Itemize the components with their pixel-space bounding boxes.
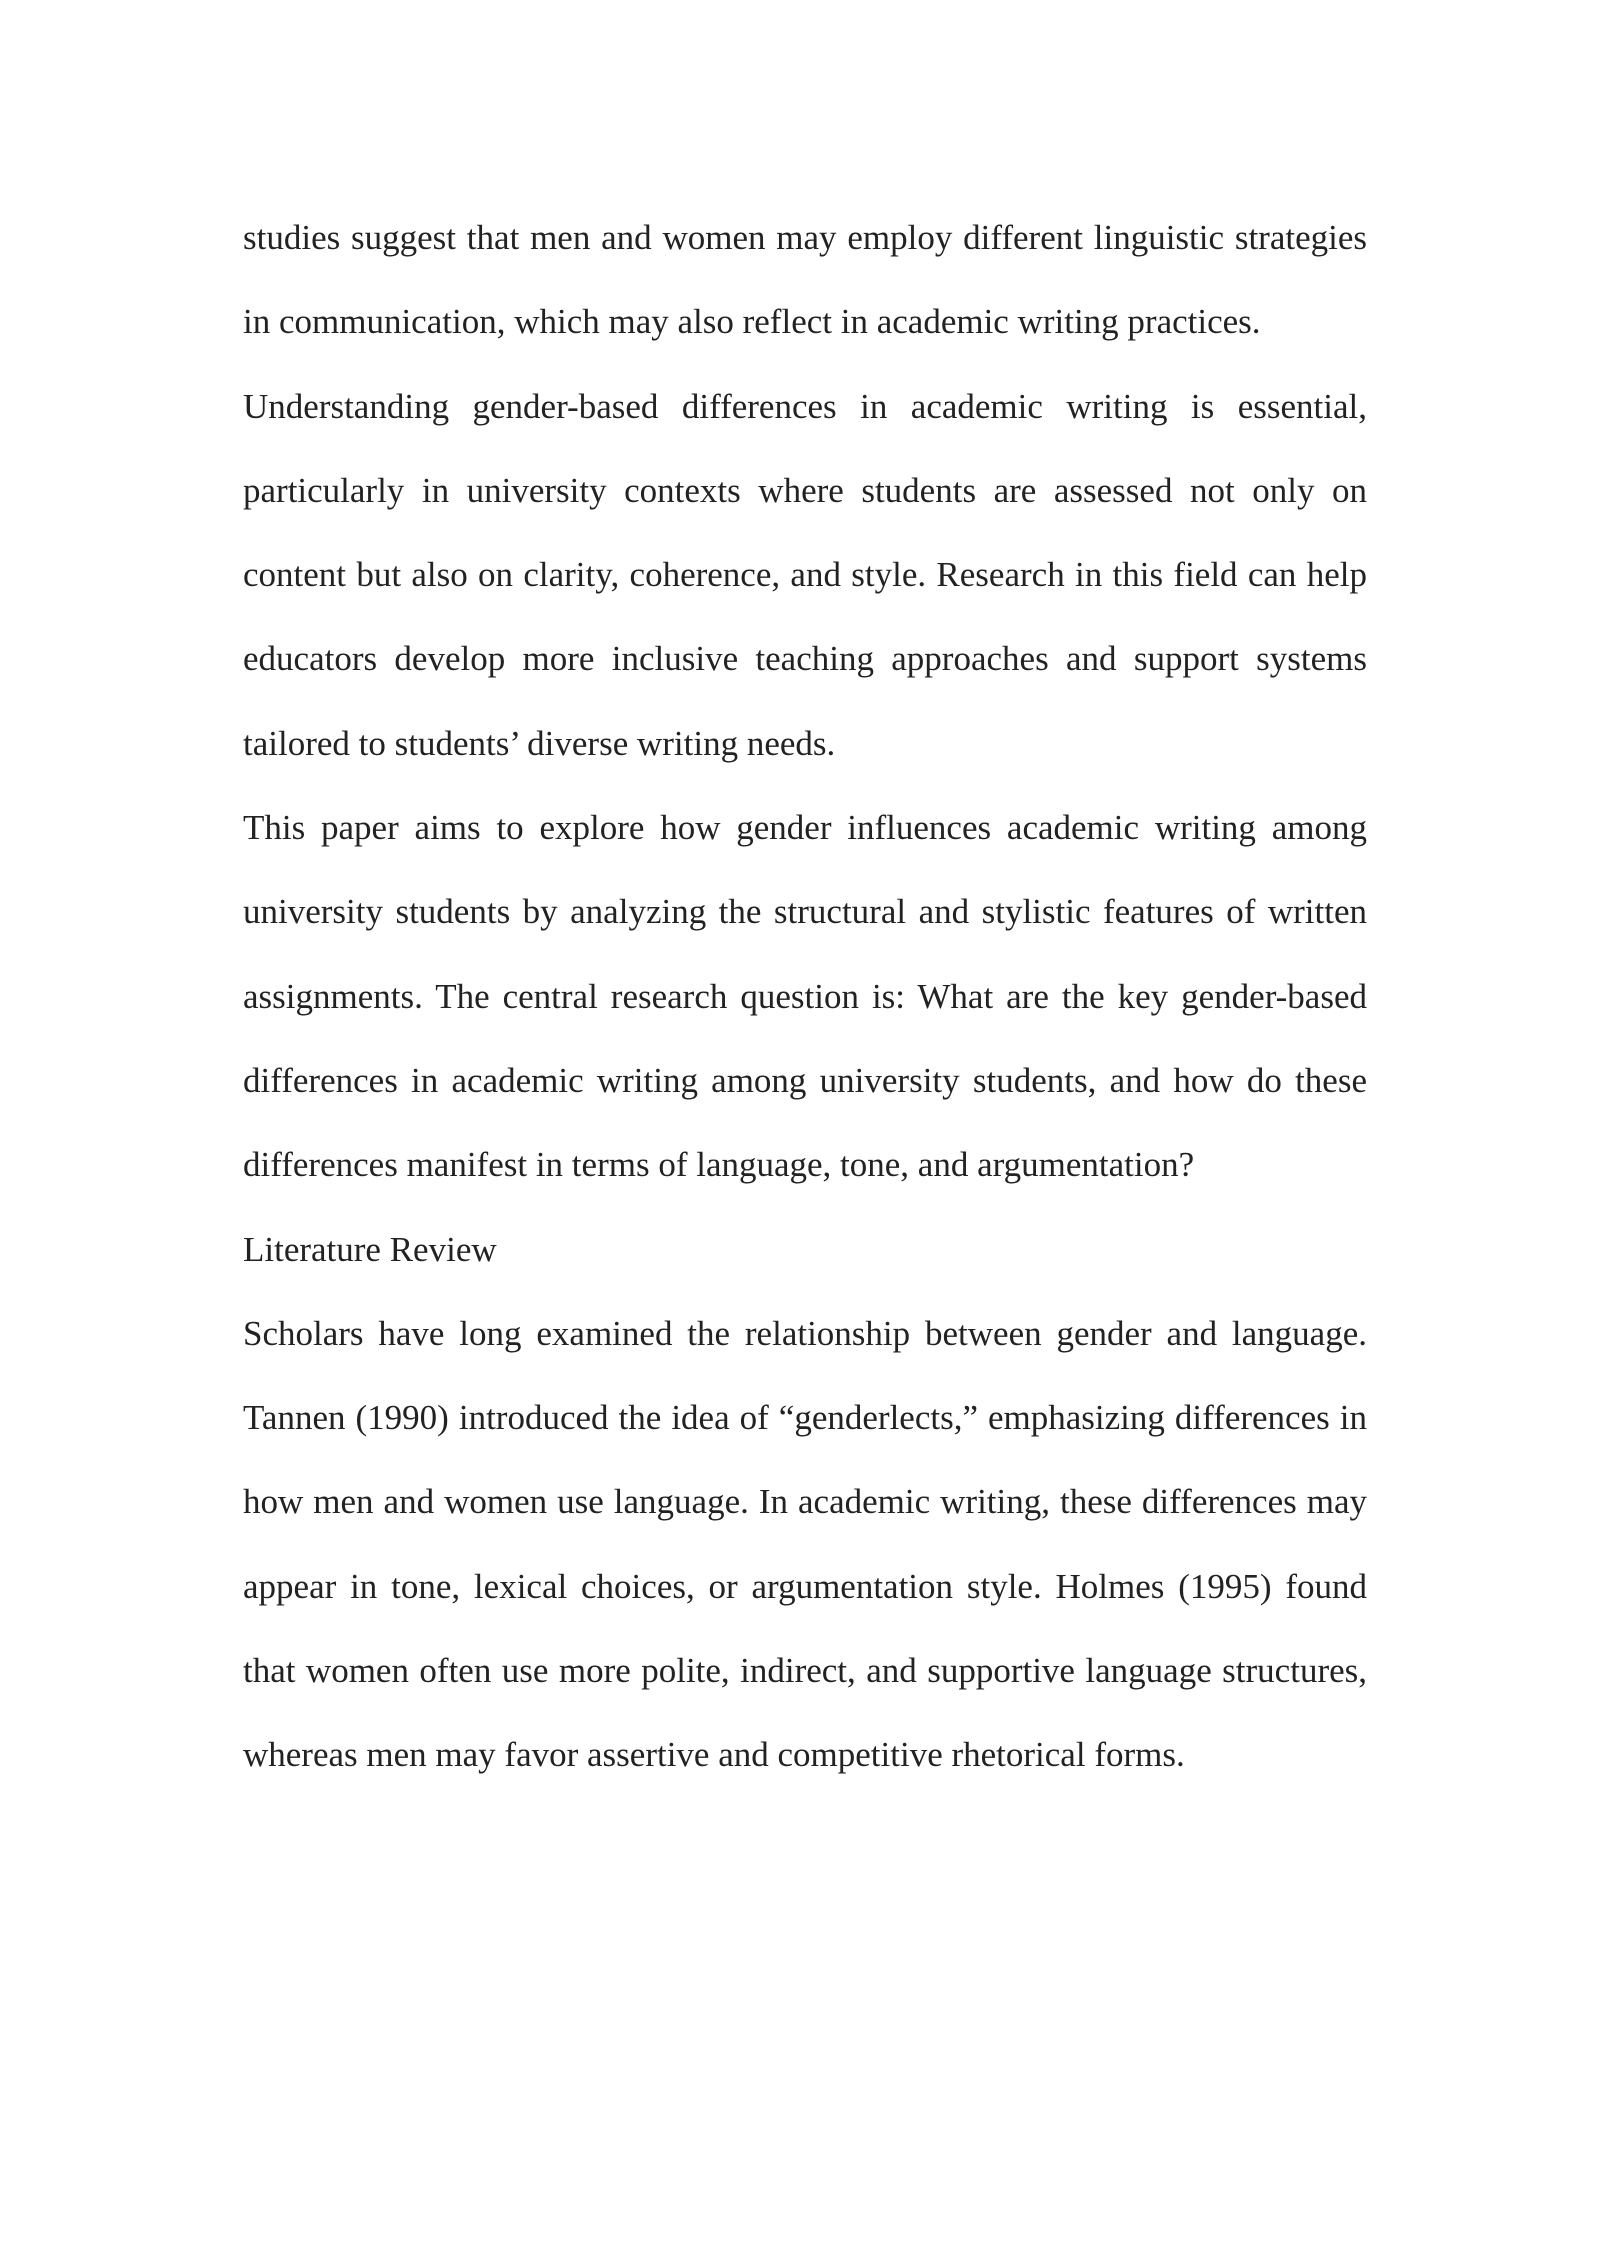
paragraph-literature: Scholars have long examined the relationship between gender and language. Tannen (1990) introduced the idea of “genderlects,” emphasizing differences in how men and women use language. In academic writing, these differences may appear in tone, lexical choices, or argumentation style. Holmes (1995) found that women often use more polite, indirect, and supportive language structures, whereas men may favor assertive and competitive rhetorical forms. [243, 1313, 1367, 1775]
section-heading-literature-review: Literature Review [243, 1229, 497, 1269]
paragraph-rationale: Understanding gender-based differences in academic writing is essential, particularly in university contexts where students are assessed not only on content but also on clarity, coherence, and style. Research in this field can help educators develop more inclusive teaching approaches and support systems tailored to students’ diverse writing needs. [243, 386, 1367, 763]
paragraph-aims: This paper aims to explore how gender influences academic writing among university students by analyzing the structural and stylistic features of written assignments. The central research question is: What are the key gender-based differences in academic writing among university students, and how do these differences manifest in terms of language, tone, and argumentation? [243, 808, 1367, 1185]
paragraph-continuation: studies suggest that men and women may employ different linguistic strategies in communication, which may also reflect in academic writing practices. [243, 218, 1367, 342]
document-body [243, 196, 1367, 1798]
